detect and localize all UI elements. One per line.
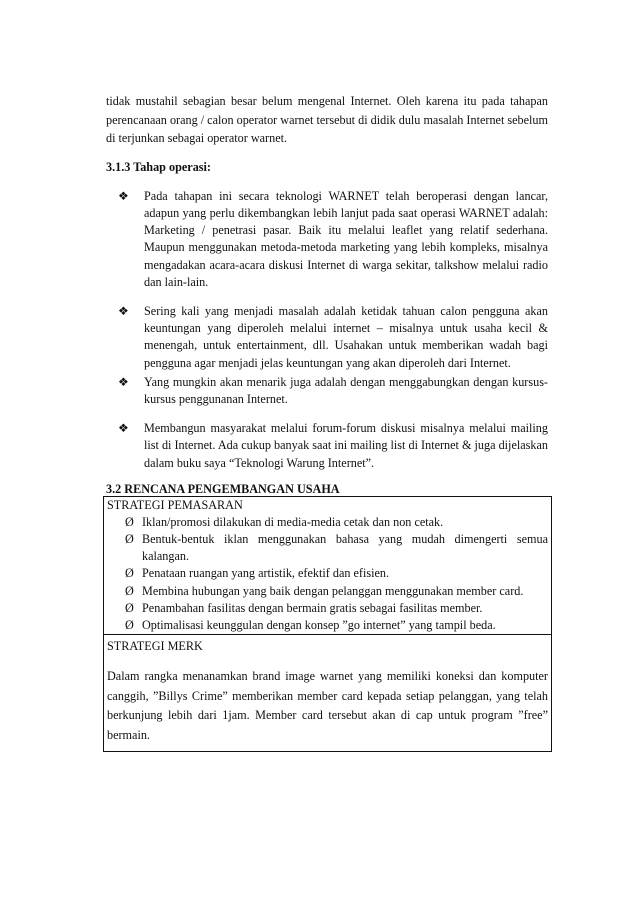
section-heading-3-1-3: 3.1.3 Tahap operasi:: [106, 159, 211, 174]
list-item: [106, 374, 548, 408]
strategi-pemasaran-title: STRATEGI PEMASARAN: [107, 497, 243, 512]
list-item: [106, 420, 548, 472]
arrow-bullet-icon: Ø: [125, 566, 134, 581]
list-item: [125, 583, 548, 600]
diamond-bullet-icon: ❖: [118, 304, 129, 318]
arrow-bullet-icon: Ø: [125, 532, 134, 547]
list-item-text: Penambahan fasilitas dengan bermain gratis sebagai fasilitas member.: [142, 600, 483, 615]
list-item-text: Membina hubungan yang baik dengan pelanggan menggunakan member card.: [142, 583, 524, 598]
intro-paragraph: tidak mustahil sebagian besar belum mengenal Internet. Oleh karena itu pada tahapan perencanaan orang / calon operator warnet tersebut di didik dulu masalah Internet sebelum di terjunkan sebagai operator warnet.: [106, 94, 548, 146]
arrow-bullet-icon: Ø: [125, 583, 134, 598]
diamond-bullet-icon: ❖: [118, 374, 129, 389]
strategi-pemasaran-cell: [104, 496, 552, 634]
strategi-merk-body: Dalam rangka menanamkan brand image warnet yang memiliki koneksi dan komputer canggih, ”Billys Crime” memberikan member card kepada setiap pelanggan, yang telah berkunjung lebih dari 1jam. Member card tersebut akan di cap untuk program ”free” bermain.: [107, 669, 548, 742]
list-item: [125, 514, 548, 531]
list-item: [125, 600, 548, 617]
arrow-bullet-icon: Ø: [125, 600, 134, 615]
table-row: [104, 496, 552, 634]
list-item: [106, 303, 548, 372]
list-item: [125, 531, 548, 565]
list-item-text: Penataan ruangan yang artistik, efektif dan efisien.: [142, 566, 390, 581]
list-item: [125, 565, 548, 582]
list-item-text: Iklan/promosi dilakukan di media-media cetak dan non cetak.: [142, 514, 444, 529]
tahap-operasi-list: [106, 188, 548, 472]
strategi-merk-cell: [104, 635, 552, 752]
diamond-bullet-icon: ❖: [118, 188, 129, 203]
strategi-merk-title: STRATEGI MERK: [107, 639, 203, 654]
arrow-bullet-icon: Ø: [125, 514, 134, 529]
list-item-text: Optimalisasi keunggulan dengan konsep ”go internet” yang tampil beda.: [142, 618, 496, 633]
list-item-text: Pada tahapan ini secara teknologi WARNET telah beroperasi dengan lancar, adapun yang perlu dikembangkan lebih lanjut pada saat operasi WARNET adalah: Marketing / penetrasi pasar. Baik itu melalui leaflet yang relatif sederhana. Maupun menggunakan metoda-metoda marketing yang lebih kompleks, misalnya mengadakan acara-acara diskusi Internet di warga sekitar, talkshow melalui radio dan lain-lain.: [144, 188, 548, 289]
arrow-bullet-icon: Ø: [125, 618, 134, 633]
list-item: [106, 188, 548, 291]
list-item-text: Sering kali yang menjadi masalah adalah ketidak tahuan calon pengguna akan keuntungan yang diperoleh melalui internet – misalnya untuk usaha kecil & menengah, untuk entertainment, dll. Usahakan untuk memberikan wadah bagi pengguna agar menjadi jelas keuntungan yang akan diperoleh dari Internet.: [144, 304, 548, 370]
page-content: [106, 92, 548, 752]
list-item-text: Yang mungkin akan menarik juga adalah dengan menggabungkan dengan kursus-kursus penggunanan Internet.: [144, 374, 548, 407]
table-row: [104, 635, 552, 752]
list-item-text: Bentuk-bentuk iklan menggunakan bahasa yang mudah dimengerti semua kalangan.: [142, 532, 548, 564]
diamond-bullet-icon: ❖: [118, 421, 129, 436]
list-item-text: Membangun masyarakat melalui forum-forum diskusi misalnya melalui mailing list di Internet. Ada cukup banyak saat ini mailing list di Internet & juga dijelaskan dalam buku saya “Teknologi Warung Internet”.: [144, 421, 548, 470]
section-heading-3-2: 3.2 RENCANA PENGEMBANGAN USAHA: [106, 481, 340, 496]
strategi-pemasaran-list: [107, 514, 548, 634]
strategy-table: [103, 496, 552, 752]
list-item: [125, 617, 548, 634]
